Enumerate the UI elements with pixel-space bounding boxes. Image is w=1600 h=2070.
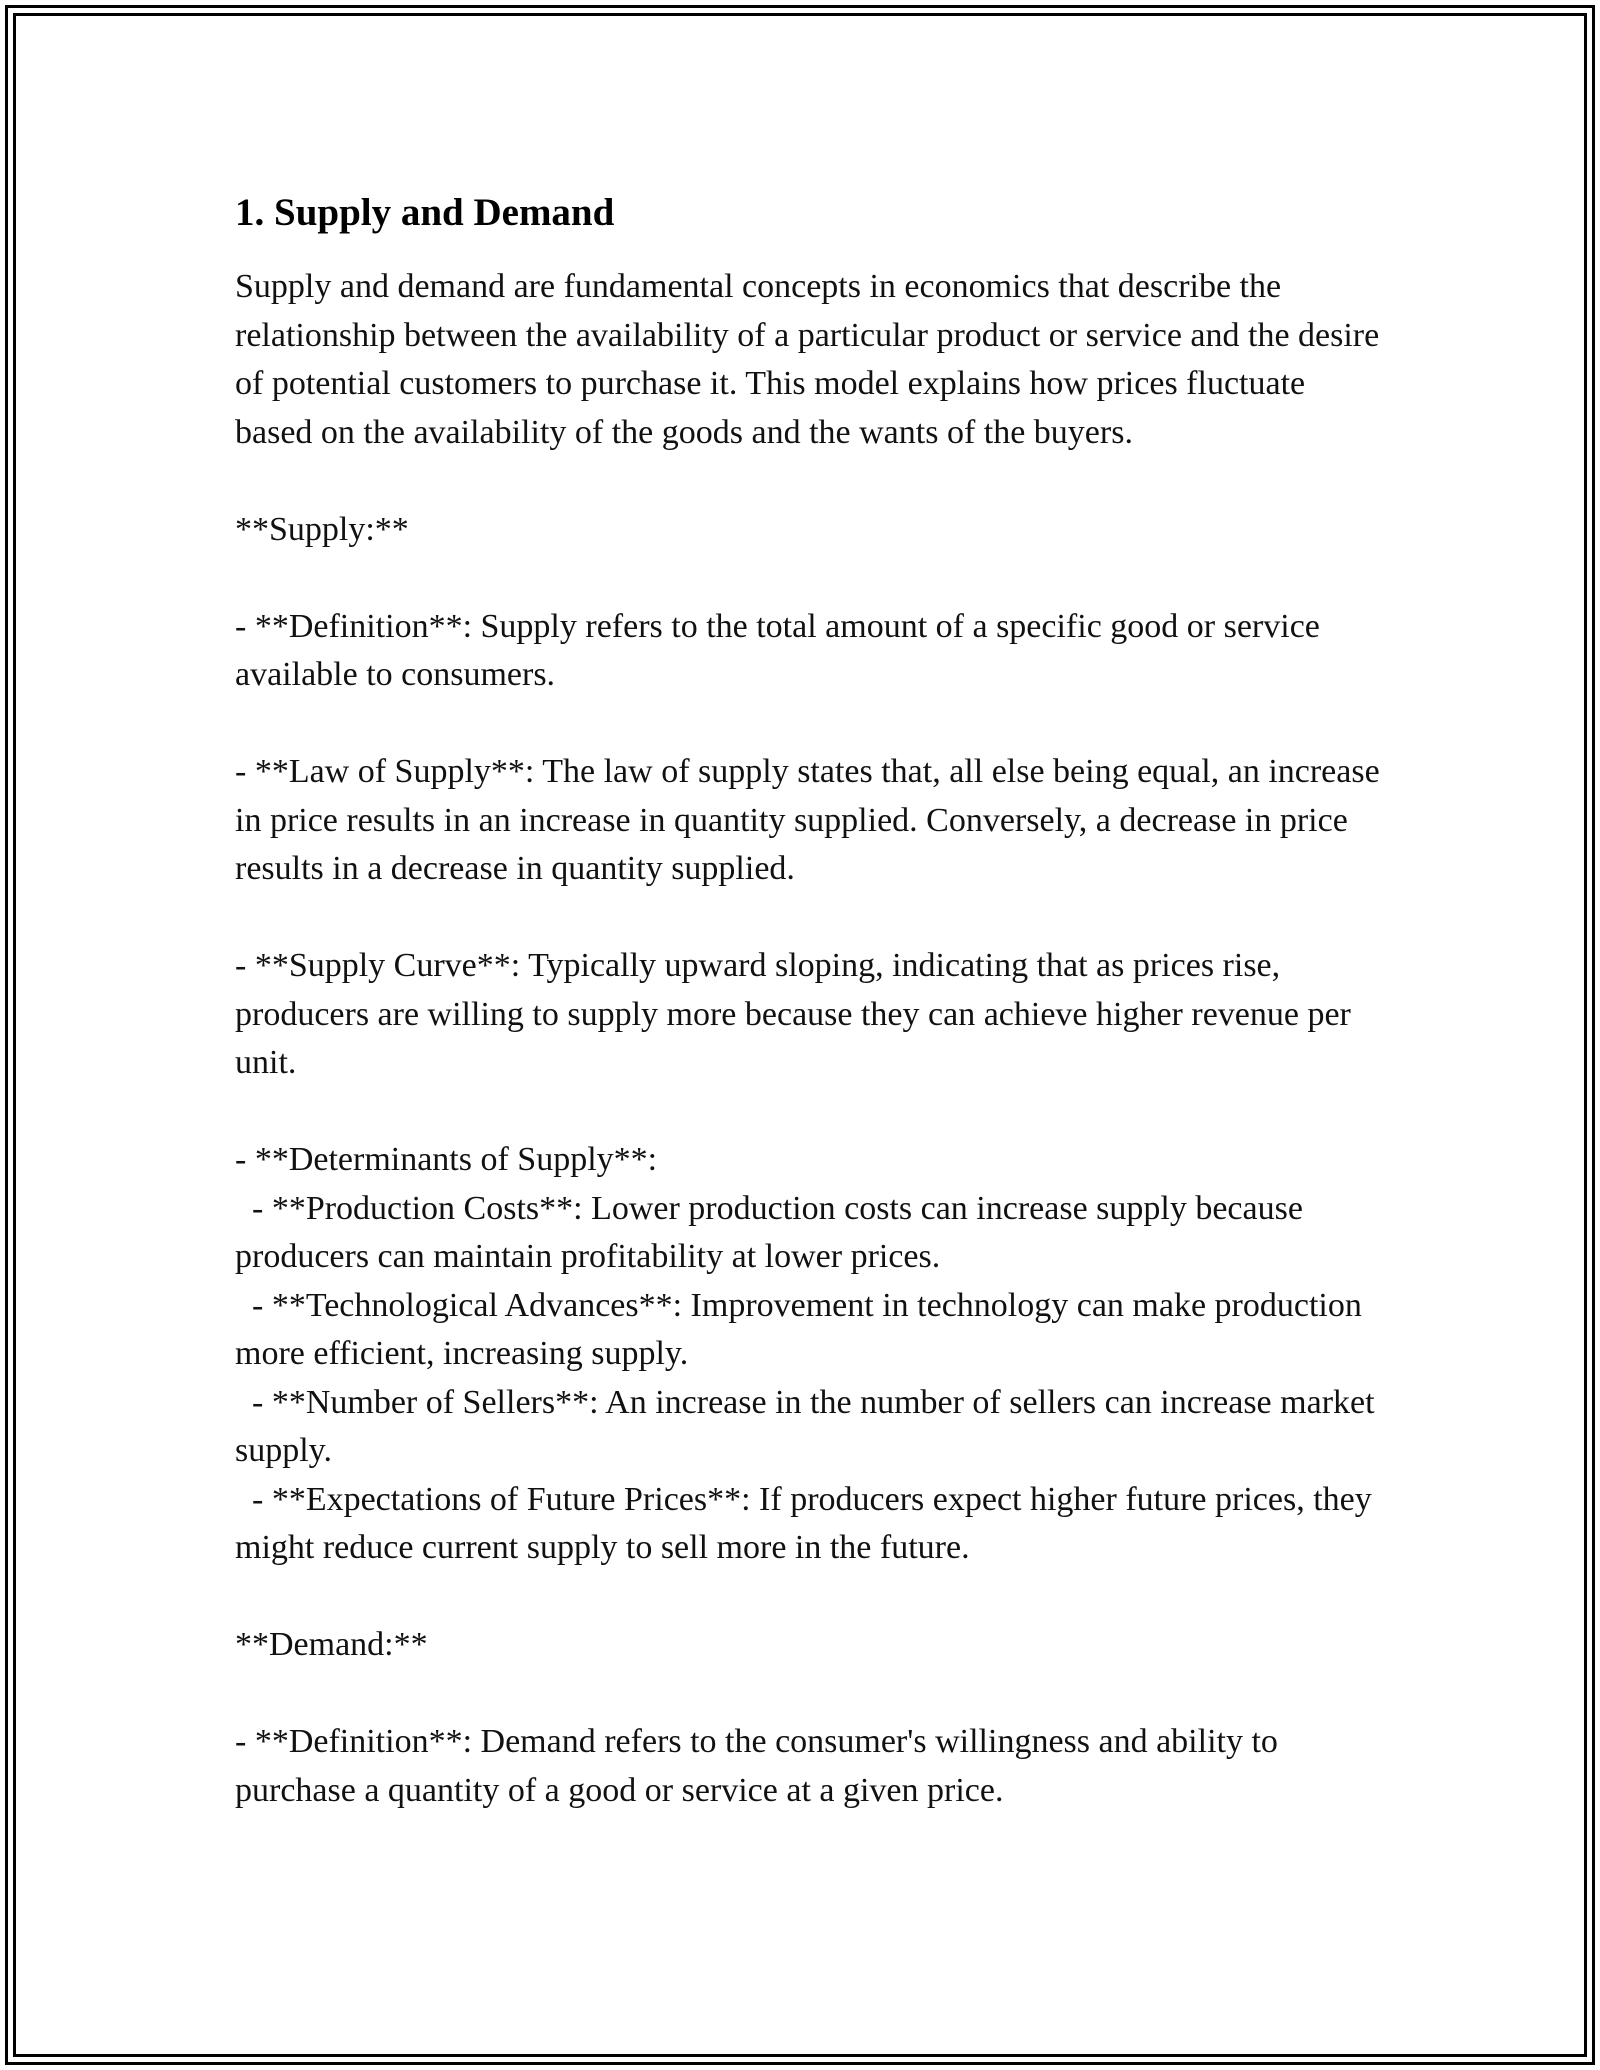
- determinant-technological-advances: - **Technological Advances**: Improvement in technology can make production more efficient, increasing supply.: [235, 1286, 1371, 1372]
- determinant-production-costs: - **Production Costs**: Lower production costs can increase supply because producers can maintain profitability at lower prices.: [235, 1189, 1312, 1275]
- demand-definition: - **Definition**: Demand refers to the consumer's willingness and ability to purchase a quantity of a good or service at a given price.: [235, 1723, 1287, 1809]
- section-heading: 1. Supply and Demand: [235, 191, 615, 234]
- determinants-header: - **Determinants of Supply**:: [235, 1141, 658, 1178]
- law-of-supply: - **Law of Supply**: The law of supply states that, all else being equal, an increase in price results in an increase in quantity supplied. Conversely, a decrease in price results in a decrease in quantity supplied.: [235, 753, 1389, 887]
- determinant-future-prices: - **Expectations of Future Prices**: If producers expect higher future prices, they might reduce current supply to sell more in the future.: [235, 1480, 1381, 1566]
- spacer: [235, 1088, 1385, 1137]
- supply-header: **Supply:**: [235, 510, 409, 548]
- spacer: [235, 700, 1385, 749]
- spacer: [235, 1670, 1385, 1719]
- supply-definition: - **Definition**: Supply refers to the total amount of a specific good or service available to consumers.: [235, 607, 1329, 693]
- demand-header: **Demand:**: [235, 1626, 428, 1663]
- supply-curve: - **Supply Curve**: Typically upward sloping, indicating that as prices rise, producers are willing to supply more because they can achieve higher revenue per unit.: [235, 947, 1360, 1081]
- document-body: [235, 185, 1389, 1815]
- spacer: [235, 894, 1385, 943]
- spacer: [235, 554, 1385, 603]
- determinant-number-of-sellers: - **Number of Sellers**: An increase in the number of sellers can increase market supply.: [235, 1383, 1384, 1469]
- spacer: [235, 1573, 1385, 1622]
- intro-paragraph: Supply and demand are fundamental concepts in economics that describe the relationship between the availability of a particular product or service and the desire of potential customers to purchase it. This model explains how prices fluctuate based on the availability of the goods and the wants of the buyers.: [235, 268, 1388, 451]
- spacer: [235, 457, 1385, 506]
